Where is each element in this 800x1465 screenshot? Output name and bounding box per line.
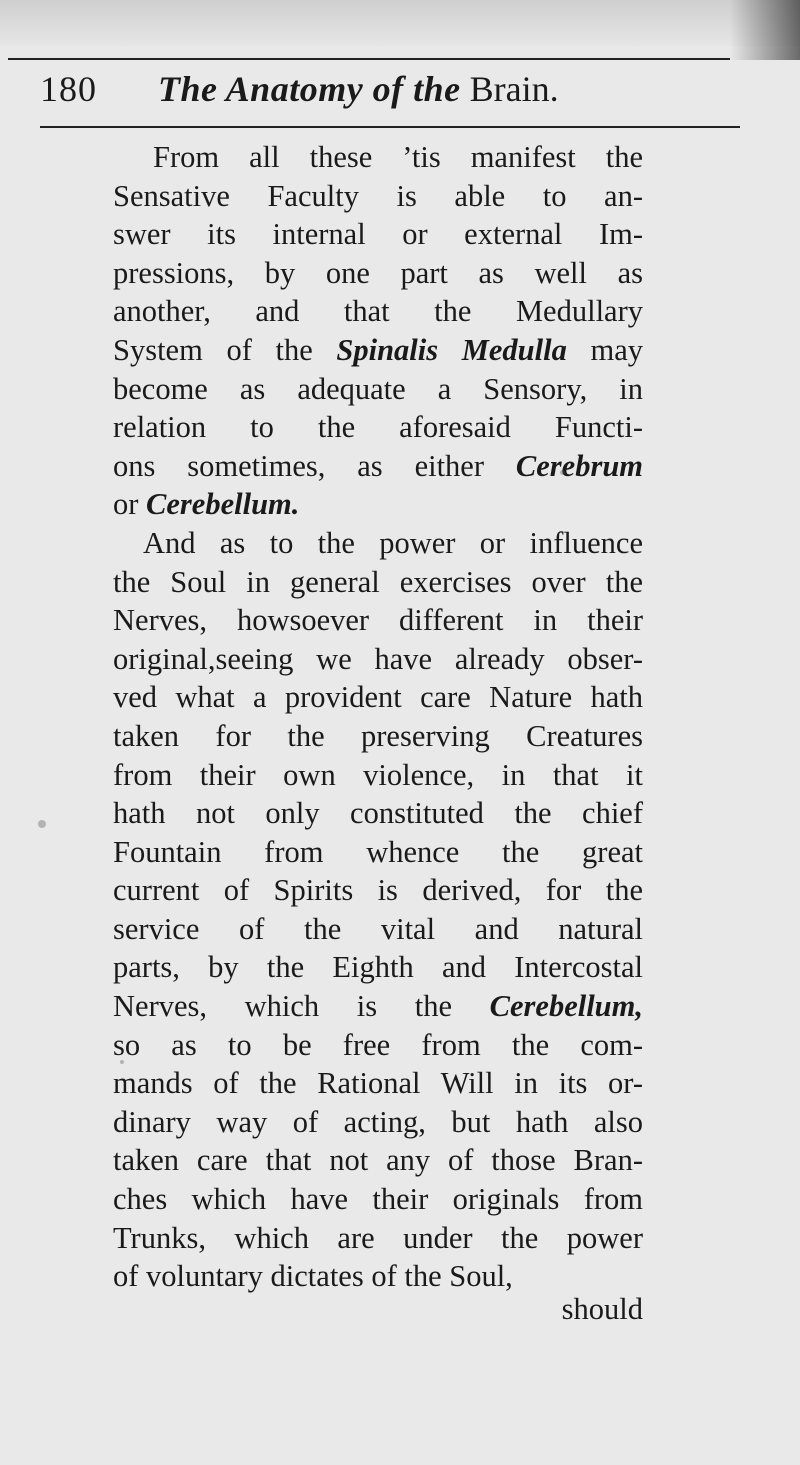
text-line xyxy=(113,408,643,447)
text-run: relation to the aforesaid Functi- xyxy=(113,410,643,445)
text-run: another, and that the Medullary xyxy=(113,294,643,329)
text-line xyxy=(113,1180,643,1219)
text-line xyxy=(113,910,643,949)
text-line xyxy=(113,254,643,293)
text-line xyxy=(113,1026,643,1065)
header-rule-bottom xyxy=(40,126,740,128)
running-title xyxy=(158,68,559,110)
catchword: should xyxy=(561,1292,643,1326)
page-top-edge xyxy=(0,0,800,46)
text-run: parts, by the Eighth and Intercostal xyxy=(113,950,643,985)
text-line xyxy=(113,601,643,640)
text-run: swer its internal or external Im- xyxy=(113,217,643,252)
text-line xyxy=(113,524,643,563)
text-run: Nerves, howsoever different in their xyxy=(113,603,643,638)
text-line xyxy=(113,138,643,177)
text-line xyxy=(113,948,643,987)
text-line xyxy=(113,292,643,331)
text-run: Nerves, which is the xyxy=(113,989,490,1024)
text-run: current of Spirits is derived, for the xyxy=(113,873,643,908)
text-line xyxy=(113,717,643,756)
text-line xyxy=(113,756,643,795)
text-line xyxy=(113,794,643,833)
text-run: service of the vital and natural xyxy=(113,911,643,946)
paper-speck xyxy=(120,1060,124,1064)
italic-text-run: Cerebellum, xyxy=(489,989,643,1024)
text-line xyxy=(113,1141,643,1180)
italic-text-run: Cerebellum. xyxy=(146,487,300,522)
header-rule-top xyxy=(8,58,730,60)
text-run: taken care that not any of those Bran- xyxy=(113,1143,643,1178)
text-line xyxy=(113,1064,643,1103)
paper-speck xyxy=(560,470,565,475)
running-title-italic: The Anatomy of the xyxy=(158,69,461,109)
text-line xyxy=(113,640,643,679)
text-run: from their own violence, in that it xyxy=(113,757,643,792)
paper-speck xyxy=(38,820,46,828)
text-run: become as adequate a Sensory, in xyxy=(113,371,643,406)
text-line xyxy=(113,447,643,486)
text-line xyxy=(113,215,643,254)
text-run: the Soul in general exercises over the xyxy=(113,564,643,599)
text-line xyxy=(113,331,643,370)
text-run: Sensative Faculty is able to an- xyxy=(113,178,643,213)
text-run: of voluntary dictates of the Soul, xyxy=(113,1259,513,1294)
italic-text-run: Spinalis Medulla xyxy=(336,332,567,367)
running-header xyxy=(32,62,732,112)
text-line xyxy=(113,1219,643,1258)
text-run: Trunks, which are under the power xyxy=(113,1220,643,1255)
text-run: or xyxy=(113,487,147,522)
italic-text-run: Cerebrum xyxy=(515,448,643,483)
text-run: so as to be free from the com- xyxy=(113,1027,643,1062)
text-run: Fountain from whence the great xyxy=(113,834,643,869)
text-run: System of the xyxy=(113,332,337,367)
text-line xyxy=(113,485,643,524)
text-line xyxy=(113,563,643,602)
text-run: And as to the power or influence xyxy=(143,525,643,560)
text-run: ches which have their originals from xyxy=(113,1182,643,1217)
text-run: may xyxy=(566,332,643,367)
text-line xyxy=(113,370,643,409)
text-line xyxy=(113,177,643,216)
text-run: original,seeing we have already obser- xyxy=(113,641,643,676)
text-run: mands of the Rational Will in its or- xyxy=(113,1066,643,1101)
text-line xyxy=(113,833,643,872)
body-text xyxy=(113,138,643,1296)
spine-shadow xyxy=(730,0,800,60)
text-run: ved what a provident care Nature hath xyxy=(113,680,643,715)
text-run: dinary way of acting, but hath also xyxy=(113,1104,643,1139)
text-line xyxy=(113,1103,643,1142)
running-title-roman: Brain. xyxy=(469,69,559,109)
text-run: pressions, by one part as well as xyxy=(113,255,643,290)
text-line xyxy=(113,987,643,1026)
text-line xyxy=(113,678,643,717)
text-run: taken for the preserving Creatures xyxy=(113,718,643,753)
text-run: hath not only constituted the chief xyxy=(113,796,643,831)
text-line xyxy=(113,871,643,910)
text-run: From all these ’tis manifest the xyxy=(153,140,643,174)
text-run: ons sometimes, as either xyxy=(113,448,516,483)
page-number: 180 xyxy=(40,69,97,109)
